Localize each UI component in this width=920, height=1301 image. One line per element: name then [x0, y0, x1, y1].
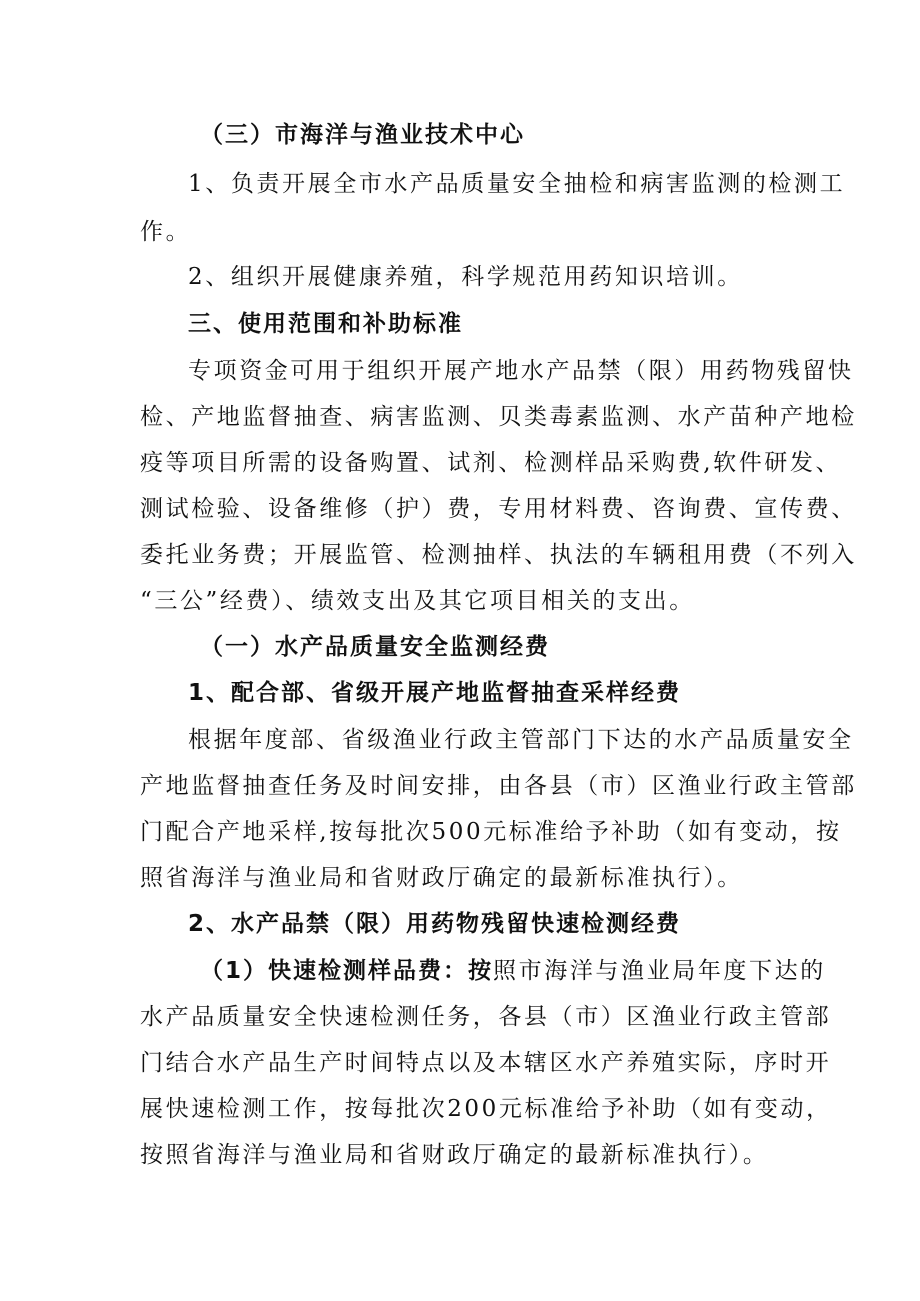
inline-heading-sample-fee: （1）快速检测样品费：按: [200, 958, 494, 984]
paragraph-line: 委托业务费；开展监管、检测抽样、执法的车辆租用费（不列入: [140, 542, 857, 568]
paragraph-line: 1、负责开展全市水产品质量安全抽检和病害监测的检测工: [188, 171, 846, 197]
paragraph-line: 照省海洋与渔业局和省财政厅确定的最新标准执行）。: [140, 865, 743, 891]
paragraph-line: 产地监督抽查任务及时间安排，由各县（市）区渔业行政主管部: [140, 773, 857, 799]
paragraph-line-mixed: [200, 956, 826, 986]
paragraph-line: 专项资金可用于组织开展产地水产品禁（限）用药物残留快: [188, 358, 854, 384]
paragraph-line: 疫等项目所需的设备购置、试剂、检测样品采购费,软件研发、: [140, 450, 842, 476]
paragraph-line: 门配合产地采样,按每批次500元标准给予补助（如有变动，按: [140, 819, 842, 845]
paragraph-line: 根据年度部、省级渔业行政主管部门下达的水产品质量安全: [188, 727, 854, 753]
paragraph-line: 按照省海洋与渔业局和省财政厅确定的最新标准执行）。: [140, 1142, 769, 1168]
paragraph-line: 水产品质量安全快速检测任务，各县（市）区渔业行政主管部: [140, 1004, 832, 1030]
paragraph-line: 展快速检测工作，按每批次200元标准给予补助（如有变动，: [140, 1096, 832, 1122]
section-heading-monitoring-funds: （一）水产品质量安全监测经费: [200, 634, 550, 660]
paragraph-line: 检、产地监督抽查、病害监测、贝类毒素监测、水产苗种产地检: [140, 404, 857, 430]
paragraph-text: 照市海洋与渔业局年度下达的: [493, 958, 826, 984]
section-heading-rapid-testing-funds: 2、水产品禁（限）用药物残留快速检测经费: [188, 911, 682, 937]
paragraph-line: 测试检验、设备维修（护）费，专用材料费、咨询费、宣传费、: [140, 496, 857, 522]
section-heading-scope-standards: 三、使用范围和补助标准: [188, 311, 463, 337]
paragraph-line: 2、组织开展健康养殖，科学规范用药知识培训。: [188, 264, 743, 290]
paragraph-line: “三公”经费）、绩效支出及其它项目相关的支出。: [140, 588, 695, 614]
paragraph-line: 作。: [140, 219, 192, 245]
section-heading-sampling-funds: 1、配合部、省级开展产地监督抽查采样经费: [188, 680, 682, 706]
section-heading-city-center: （三）市海洋与渔业技术中心: [200, 122, 525, 148]
paragraph-line: 门结合水产品生产时间特点以及本辖区水产养殖实际，序时开: [140, 1050, 832, 1076]
